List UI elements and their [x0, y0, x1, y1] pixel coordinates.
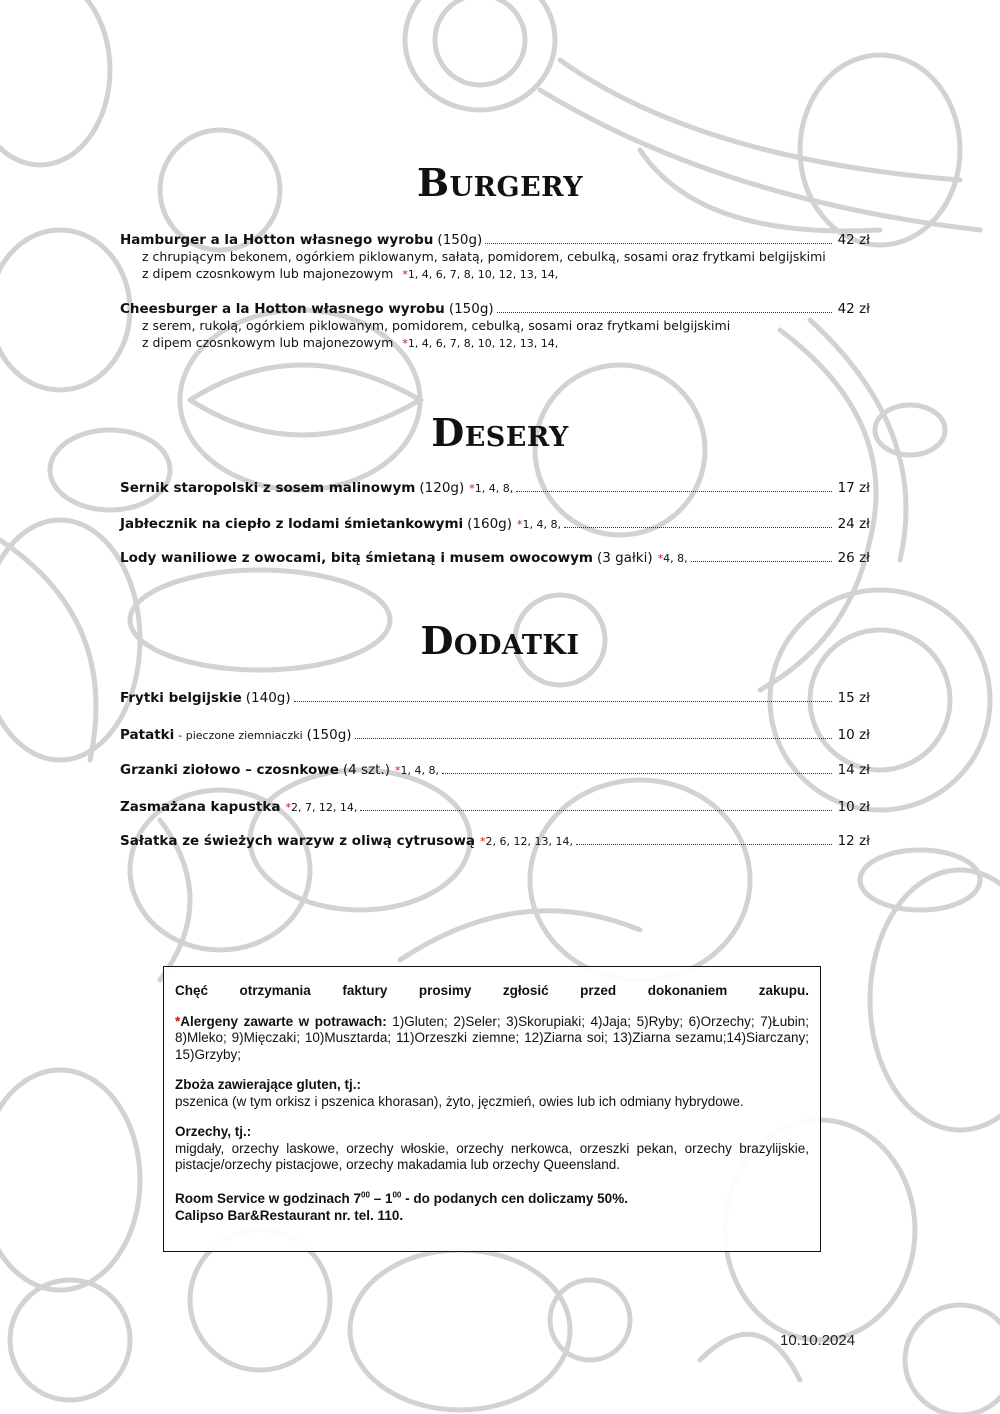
- item-weight: (150g): [448, 301, 494, 317]
- item-allergens: [285, 801, 357, 814]
- nuts-text: migdały, orzechy laskowe, orzechy włoskie, orzechy nerkowca, orzeszki pekan, orzechy brazylijskie, pistacje/orzechy pistacjowe, orzechy makadamia lub orzechy Queensland.: [175, 1140, 809, 1172]
- item-price: 17 zł: [837, 480, 870, 496]
- allergen-codes: 1, 4, 8,: [474, 482, 514, 495]
- dot-leader: [355, 737, 832, 739]
- allergen-codes: 1, 4, 6, 7, 8, 10, 12, 13, 14,: [407, 337, 559, 350]
- info-box: [163, 966, 821, 1252]
- item-price: 14 zł: [837, 762, 870, 778]
- allergen-codes: 1, 4, 6, 7, 8, 10, 12, 13, 14,: [407, 268, 559, 281]
- item-weight: (160g): [467, 516, 513, 532]
- menu-item-jablecznik: [120, 516, 870, 532]
- dot-leader: [442, 772, 832, 774]
- menu-item-hamburger: [120, 232, 870, 283]
- item-description-text: z dipem czosnkowym lub majonezowym: [142, 335, 394, 350]
- menu-item-lody: [120, 550, 870, 566]
- menu-item-cheesburger: [120, 301, 870, 352]
- nuts-label: Orzechy, tj.:: [175, 1124, 252, 1139]
- allergen-codes: 2, 7, 12, 14,: [290, 801, 358, 814]
- dot-leader: [294, 700, 832, 702]
- allergen-marker: *: [657, 552, 664, 565]
- menu-item-patatki: [120, 727, 870, 743]
- item-name: Jabłecznik na ciepło z lodami śmietankowymi: [120, 516, 464, 532]
- invoice-note: Chęć otrzymania faktury prosimy zgłosić przed dokonaniem zakupu.: [175, 983, 809, 998]
- item-name: Sernik staropolski z sosem malinowym: [120, 480, 416, 496]
- allergen-codes: 1, 4, 8,: [400, 764, 439, 777]
- item-weight: (150g): [437, 232, 483, 248]
- item-name: Lody waniliowe z owocami, bitą śmietaną i musem owocowym: [120, 550, 593, 566]
- allergen-codes: 2, 6, 12, 13, 14,: [485, 835, 573, 848]
- item-price: 15 zł: [837, 690, 870, 706]
- allergen-marker: *: [469, 482, 475, 495]
- item-allergens: [517, 518, 561, 531]
- item-allergens: [395, 764, 439, 777]
- item-allergens: [469, 482, 513, 495]
- allergens-list: 1)Gluten; 2)Seler; 3)Skorupiaki; 4)Jaja; 5)Ryby; 6)Orzechy; 7)Łubin; 8)Mleko; 9)Mięczaki; 10)Musztarda; 11)Orzeszki ziemne; 12)Ziarna soi; 13)Ziarna sezamu;14)Siarczany; 15)Grzyby;: [175, 1013, 809, 1062]
- allergen-marker: *: [402, 337, 408, 350]
- section-title-desery: Desery: [431, 410, 569, 455]
- item-name: Grzanki ziołowo – czosnkowe: [120, 762, 339, 778]
- dot-leader: [564, 526, 832, 528]
- allergen-marker: *: [402, 268, 408, 281]
- item-name: Cheesburger a la Hotton własnego wyrobu: [120, 301, 445, 317]
- item-description-text: z dipem czosnkowym lub majonezowym: [142, 266, 394, 281]
- item-name: Patatki: [120, 727, 175, 743]
- item-price: 12 zł: [837, 833, 870, 849]
- item-weight: (150g): [306, 727, 352, 743]
- calipso-phone: Calipso Bar&Restaurant nr. tel. 110.: [175, 1207, 404, 1223]
- allergens-label: Alergeny zawarte w potrawach:: [180, 1013, 387, 1029]
- item-weight: (140g): [245, 690, 291, 706]
- item-description-2: [142, 265, 870, 283]
- item-subtitle: - pieczone ziemniaczki: [178, 729, 303, 742]
- allergen-marker: *: [395, 764, 401, 777]
- gluten-label: Zboża zawierające gluten, tj.:: [175, 1077, 362, 1092]
- section-title-burgery: Burgery: [416, 160, 584, 205]
- item-price: 26 zł: [837, 550, 870, 566]
- item-name: Sałatka ze świeżych warzyw z oliwą cytrusową: [120, 833, 476, 849]
- item-name: Hamburger a la Hotton własnego wyrobu: [120, 232, 434, 248]
- item-price: 24 zł: [837, 516, 870, 532]
- allergen-marker: *: [175, 1013, 181, 1029]
- item-price: 42 zł: [837, 232, 870, 248]
- menu-item-sernik: [120, 480, 870, 496]
- allergen-codes: 1, 4, 8,: [522, 518, 561, 531]
- item-description: z serem, rukolą, ogórkiem piklowanym, pomidorem, cebulką, sosami oraz frytkami belgijskimi: [142, 318, 731, 333]
- dot-leader: [485, 242, 831, 244]
- allergen-marker: *: [517, 518, 523, 531]
- item-allergens: [402, 268, 558, 281]
- menu-item-salatka: [120, 833, 870, 849]
- item-weight: (120g): [419, 480, 465, 496]
- item-allergens: [480, 835, 573, 848]
- allergen-marker: *: [285, 801, 291, 814]
- dot-leader: [576, 843, 832, 845]
- menu-item-frytki: [120, 690, 870, 706]
- allergen-marker: *: [480, 835, 486, 848]
- dot-leader: [516, 490, 831, 492]
- item-price: 10 zł: [837, 727, 870, 743]
- section-title-dodatki: Dodatki: [420, 618, 580, 663]
- item-allergens: [402, 337, 558, 350]
- allergen-codes: 4, 8,: [663, 552, 688, 565]
- item-name: Zasmażana kapustka: [120, 799, 281, 815]
- room-service-note: Room Service w godzinach $7^{00} - 1^{00}$ - do podanych cen doliczamy 50%.: [175, 1190, 628, 1206]
- item-weight: (3 gałki): [596, 550, 653, 566]
- dot-leader: [497, 311, 832, 313]
- menu-item-grzanki: [120, 762, 870, 778]
- item-price: 10 zł: [837, 799, 870, 815]
- dot-leader: [691, 560, 832, 562]
- dot-leader: [360, 809, 831, 811]
- allergens-paragraph: [175, 1014, 809, 1064]
- item-allergens: [658, 552, 688, 565]
- item-weight: (4 szt.): [342, 762, 390, 778]
- item-name: Frytki belgijskie: [120, 690, 242, 706]
- item-description-2: [142, 334, 870, 352]
- menu-item-kapustka: [120, 799, 870, 815]
- gluten-text: pszenica (w tym orkisz i pszenica khorasan), żyto, jęczmień, owies lub ich odmiany hybrydowe.: [175, 1093, 744, 1109]
- item-price: 42 zł: [837, 301, 870, 317]
- item-description: z chrupiącym bekonem, ogórkiem piklowanym, sałatą, pomidorem, cebulką, sosami oraz frytkami belgijskimi: [142, 249, 826, 264]
- menu-date: 10.10.2024: [780, 1332, 856, 1349]
